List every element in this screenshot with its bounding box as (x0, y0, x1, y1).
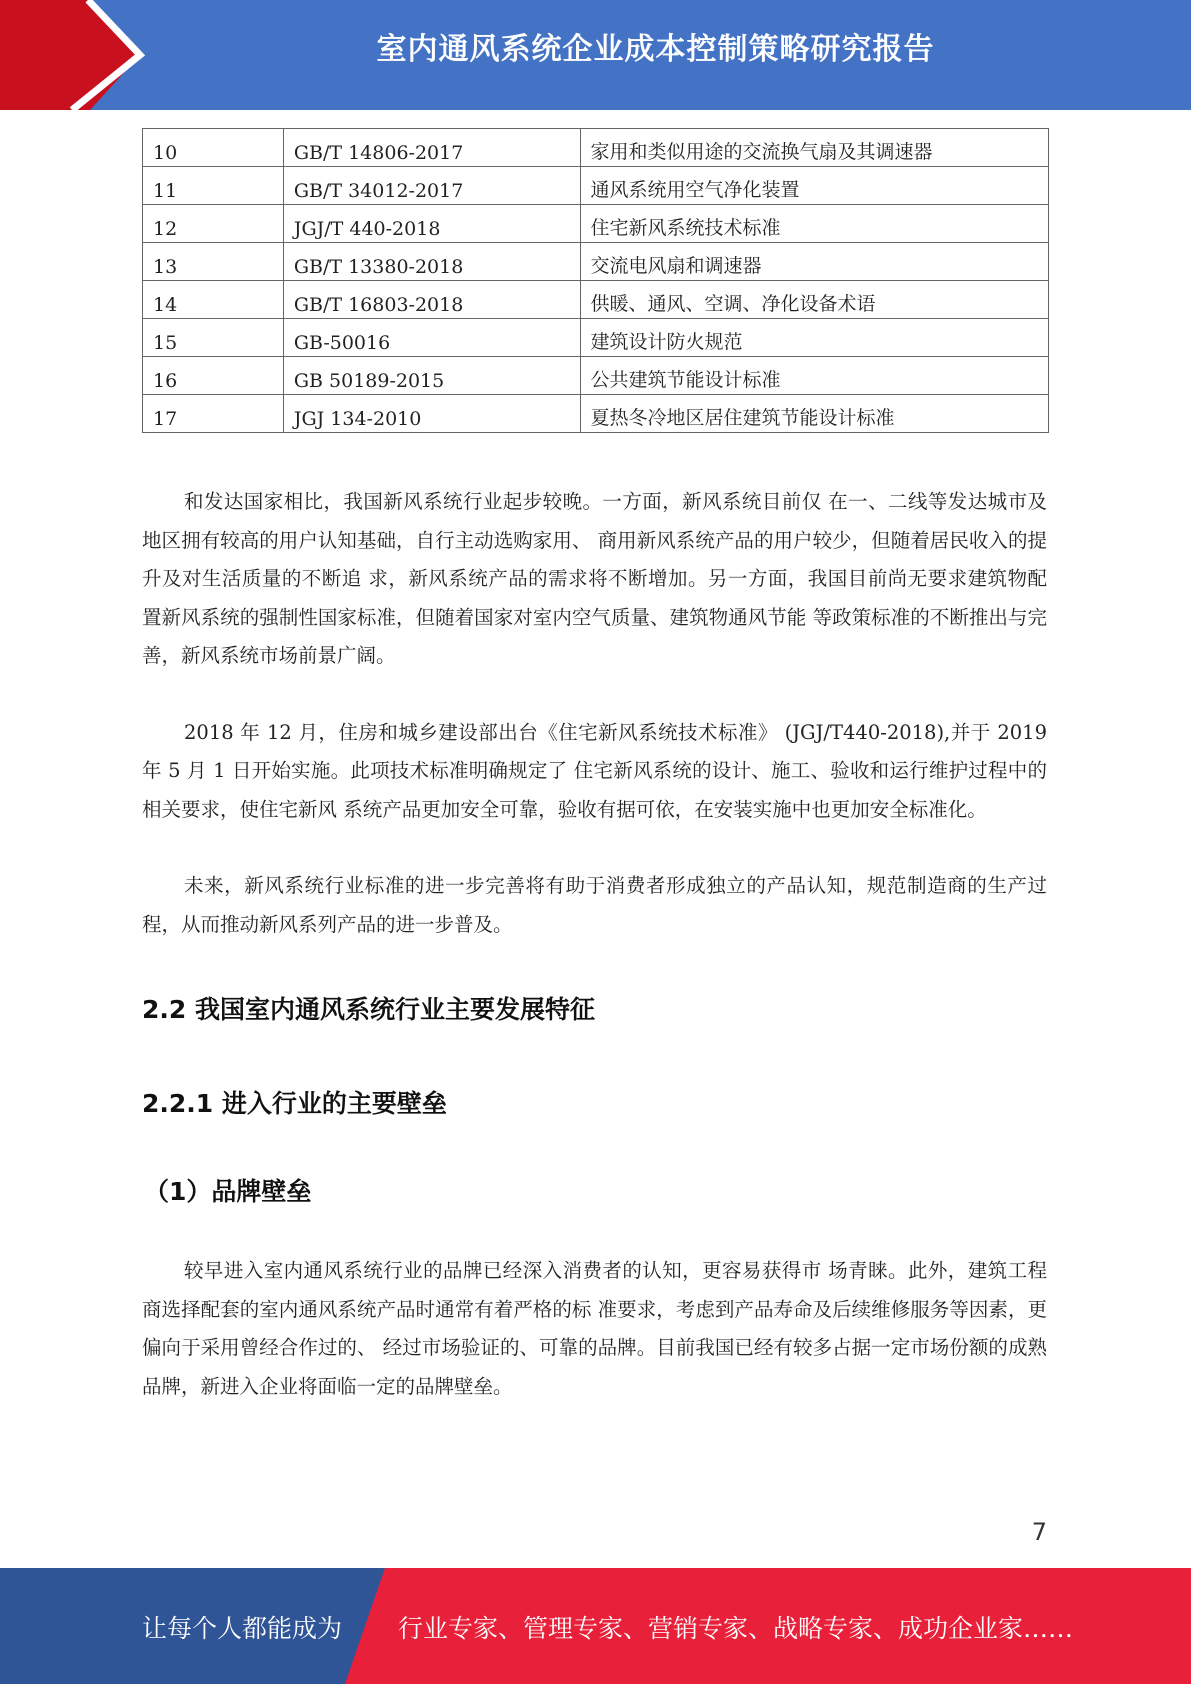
page-header (0, 0, 1191, 110)
standard-name: 住宅新风系统技术标准 (580, 205, 1048, 243)
row-number: 12 (143, 205, 284, 243)
table-row (143, 243, 1049, 281)
standard-name: 交流电风扇和调速器 (580, 243, 1048, 281)
standard-name: 家用和类似用途的交流换气扇及其调速器 (580, 129, 1048, 167)
row-number: 16 (143, 357, 284, 395)
standard-code: GB/T 14806-2017 (283, 129, 580, 167)
row-number: 11 (143, 167, 284, 205)
table-row (143, 357, 1049, 395)
page-footer (0, 1568, 1191, 1684)
standard-name: 通风系统用空气净化装置 (580, 167, 1048, 205)
paragraph-brand-barrier: 较早进入室内通风系统行业的品牌已经深入消费者的认知，更容易获得市 场青睐。此外，建筑工程商选择配套的室内通风系统产品时通常有着严格的标 准要求，考虑到产品寿命及后续维修服务等因素，更偏向于采用曾经合作过的、 经过市场验证的、可靠的品牌。目前我国已经有较多占据一定市场份额的成熟 品牌，新进入企业将面临一定的品牌壁垒。 (142, 1259, 1047, 1398)
standard-code: GB/T 34012-2017 (283, 167, 580, 205)
table-row (143, 205, 1049, 243)
standard-name: 建筑设计防火规范 (580, 319, 1048, 357)
table-row (143, 129, 1049, 167)
footer-slogan-right: 行业专家、管理专家、营销专家、战略专家、成功企业家…… (398, 1614, 1074, 1643)
page-number: 7 (1031, 1518, 1047, 1546)
row-number: 10 (143, 129, 284, 167)
paragraph-standard-release: 2018 年 12 月，住房和城乡建设部出台《住宅新风系统技术标准》 (JGJ/T440-2018),并于 2019 年 5 月 1 日开始实施。此项技术标准明确规定了 住宅新风系统的设计、施工、验收和运行维护过程中的相关要求，使住宅新风 系统产品更加安全可靠，验收有据可依，在安装实施中也更加安全标准化。 (142, 720, 1047, 821)
row-number: 14 (143, 281, 284, 319)
standard-name: 公共建筑节能设计标准 (580, 357, 1048, 395)
document-body (142, 483, 1047, 1444)
standard-code: JGJ/T 440-2018 (283, 205, 580, 243)
section-heading-2-2: 2.2 我国室内通风系统行业主要发展特征 (142, 995, 595, 1024)
row-number: 17 (143, 395, 284, 433)
subsection-heading-brand-barrier: （1）品牌壁垒 (144, 1177, 312, 1206)
report-title: 室内通风系统企业成本控制策略研究报告 (376, 32, 935, 67)
footer-slogan-left: 让每个人都能成为 (142, 1614, 343, 1643)
standard-code: GB/T 13380-2018 (283, 243, 580, 281)
row-number: 15 (143, 319, 284, 357)
standard-code: GB 50189-2015 (283, 357, 580, 395)
standard-code: JGJ 134-2010 (283, 395, 580, 433)
row-number: 13 (143, 243, 284, 281)
section-heading-2-2-1: 2.2.1 进入行业的主要壁垒 (142, 1089, 447, 1118)
paragraph-future-outlook: 未来，新风系统行业标准的进一步完善将有助于消费者形成独立的产品认知，规范制造商的生产过程，从而推动新风系列产品的进一步普及。 (142, 874, 1047, 936)
standard-code: GB-50016 (283, 319, 580, 357)
table-row (143, 281, 1049, 319)
standard-name: 夏热冬冷地区居住建筑节能设计标准 (580, 395, 1048, 433)
table-row (143, 167, 1049, 205)
table-row (143, 319, 1049, 357)
standards-table (142, 128, 1049, 433)
standard-code: GB/T 16803-2018 (283, 281, 580, 319)
standard-name: 供暖、通风、空调、净化设备术语 (580, 281, 1048, 319)
table-row (143, 395, 1049, 433)
paragraph-industry-background: 和发达国家相比，我国新风系统行业起步较晚。一方面，新风系统目前仅 在一、二线等发达城市及地区拥有较高的用户认知基础，自行主动选购家用、 商用新风系统产品的用户较少，但随着居民收入的提升及对生活质量的不断追 求，新风系统产品的需求将不断增加。另一方面，我国目前尚无要求建筑物配 置新风系统的强制性国家标准，但随着国家对室内空气质量、建筑物通风节能 等政策标准的不断推出与完善，新风系统市场前景广阔。 (142, 490, 1047, 667)
